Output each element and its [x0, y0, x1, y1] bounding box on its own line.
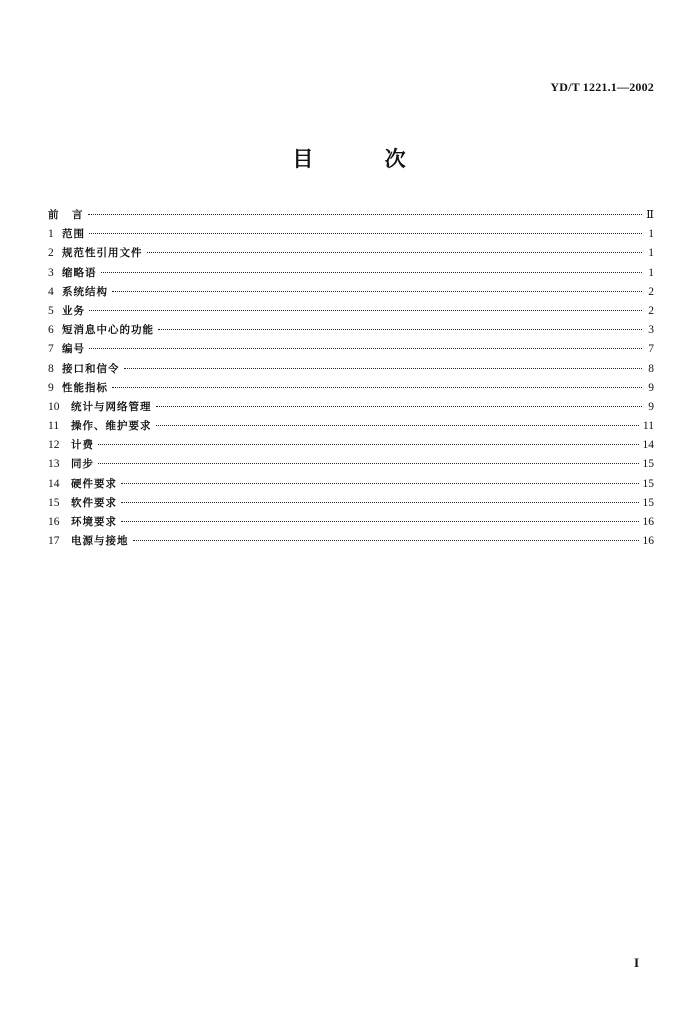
toc-entry-label: 范围	[62, 228, 85, 241]
toc-entry-label: 系统结构	[62, 285, 108, 298]
toc-entry-label: 环境要求	[71, 516, 117, 528]
toc-entry-page: 1	[648, 247, 654, 260]
dot-leader	[88, 214, 643, 215]
toc-entry-number: 6	[48, 324, 54, 337]
toc-entry-label: 电源与接地	[71, 535, 129, 548]
toc-entry-number: 12	[48, 439, 60, 452]
toc-entry-number: 2	[48, 247, 54, 260]
dot-leader	[98, 463, 639, 464]
toc-entry-number: 16	[48, 516, 60, 528]
toc-entry[interactable]	[48, 436, 654, 455]
toc-entry-label: 言	[72, 209, 84, 221]
dot-leader	[112, 387, 642, 388]
toc-entry-label: 性能指标	[62, 381, 108, 394]
toc-entry[interactable]	[48, 513, 654, 532]
toc-entry-label: 缩略语	[62, 266, 97, 279]
toc-entry-page: 1	[648, 228, 654, 241]
dot-leader	[98, 444, 639, 445]
toc-entry[interactable]	[48, 475, 654, 494]
dot-leader	[121, 521, 639, 522]
toc-entry-page: 15	[642, 458, 654, 471]
dot-leader	[147, 252, 643, 253]
toc-entry[interactable]	[48, 283, 654, 302]
toc-entry-label: 操作、维护要求	[71, 420, 152, 433]
dot-leader	[101, 272, 643, 273]
toc-entry[interactable]	[48, 360, 654, 379]
toc-entry-number: 11	[48, 420, 60, 433]
toc-entry-foreword[interactable]	[48, 206, 654, 225]
toc-entry[interactable]	[48, 264, 654, 283]
toc-entry-number: 1	[48, 228, 54, 241]
toc-entry-label: 同步	[71, 458, 94, 471]
toc-entry-page: 2	[648, 304, 654, 317]
toc-entry-number: 3	[48, 266, 54, 279]
toc-entry-page: 7	[648, 343, 654, 356]
toc-entry-label: 业务	[62, 304, 85, 317]
toc-entry[interactable]	[48, 244, 654, 263]
toc-entry-page: 1	[648, 266, 654, 279]
toc-entry[interactable]	[48, 379, 654, 398]
toc-entry-page: 16	[642, 535, 654, 548]
toc-entry[interactable]	[48, 340, 654, 359]
toc-entry-page: 9	[648, 400, 654, 413]
toc-entry-number: 13	[48, 458, 60, 471]
toc-entry-number: 10	[48, 400, 60, 413]
toc-entry[interactable]	[48, 455, 654, 474]
toc-entry[interactable]	[48, 417, 654, 436]
toc-entry-page: 8	[648, 362, 654, 375]
toc-entry-page: 14	[642, 439, 654, 452]
toc-entry[interactable]	[48, 532, 654, 551]
toc-entry-page: 9	[648, 381, 654, 394]
toc-entry-label: 统计与网络管理	[71, 400, 152, 413]
toc-entry-label: 短消息中心的功能	[62, 324, 154, 337]
toc-entry[interactable]	[48, 302, 654, 321]
toc-entry-page: 11	[642, 420, 654, 433]
dot-leader	[89, 348, 642, 349]
toc-entry-page: 15	[642, 496, 654, 509]
dot-leader	[121, 483, 639, 484]
page-number: I	[634, 955, 640, 970]
toc-entry-number: 4	[48, 285, 54, 298]
toc-entry-number: 9	[48, 381, 54, 394]
toc-entry-label: 接口和信令	[62, 362, 120, 375]
toc-entry[interactable]	[48, 494, 654, 513]
table-of-contents	[48, 206, 654, 551]
toc-entry-label: 软件要求	[71, 496, 117, 509]
toc-entry[interactable]	[48, 398, 654, 417]
dot-leader	[89, 233, 642, 234]
toc-entry-label: 计费	[71, 439, 94, 452]
toc-entry-label: 硬件要求	[71, 477, 117, 490]
dot-leader	[133, 540, 639, 541]
toc-entry-number: 17	[48, 535, 60, 548]
toc-entry-label: 编号	[62, 343, 85, 356]
dot-leader	[158, 329, 642, 330]
toc-entry[interactable]	[48, 321, 654, 340]
toc-entry-page: 15	[642, 477, 654, 490]
toc-entry-page: 2	[648, 285, 654, 298]
toc-entry-page: 3	[648, 324, 654, 337]
toc-entry-number: 前	[48, 209, 59, 221]
dot-leader	[89, 310, 642, 311]
toc-entry-label: 规范性引用文件	[62, 247, 143, 260]
toc-entry[interactable]	[48, 225, 654, 244]
page-title: 目 次	[292, 147, 438, 171]
toc-entry-number: 5	[48, 304, 54, 317]
toc-entry-number: 7	[48, 343, 54, 356]
toc-entry-page: 16	[642, 516, 654, 528]
toc-entry-number: 14	[48, 477, 60, 490]
toc-entry-number: 15	[48, 496, 60, 509]
dot-leader	[124, 368, 643, 369]
dot-leader	[121, 502, 639, 503]
toc-entry-number: 8	[48, 362, 54, 375]
standard-code: YD/T 1221.1—2002	[550, 80, 654, 94]
toc-entry-page: Ⅱ	[646, 209, 654, 221]
dot-leader	[156, 406, 643, 407]
dot-leader	[156, 425, 639, 426]
dot-leader	[112, 291, 642, 292]
